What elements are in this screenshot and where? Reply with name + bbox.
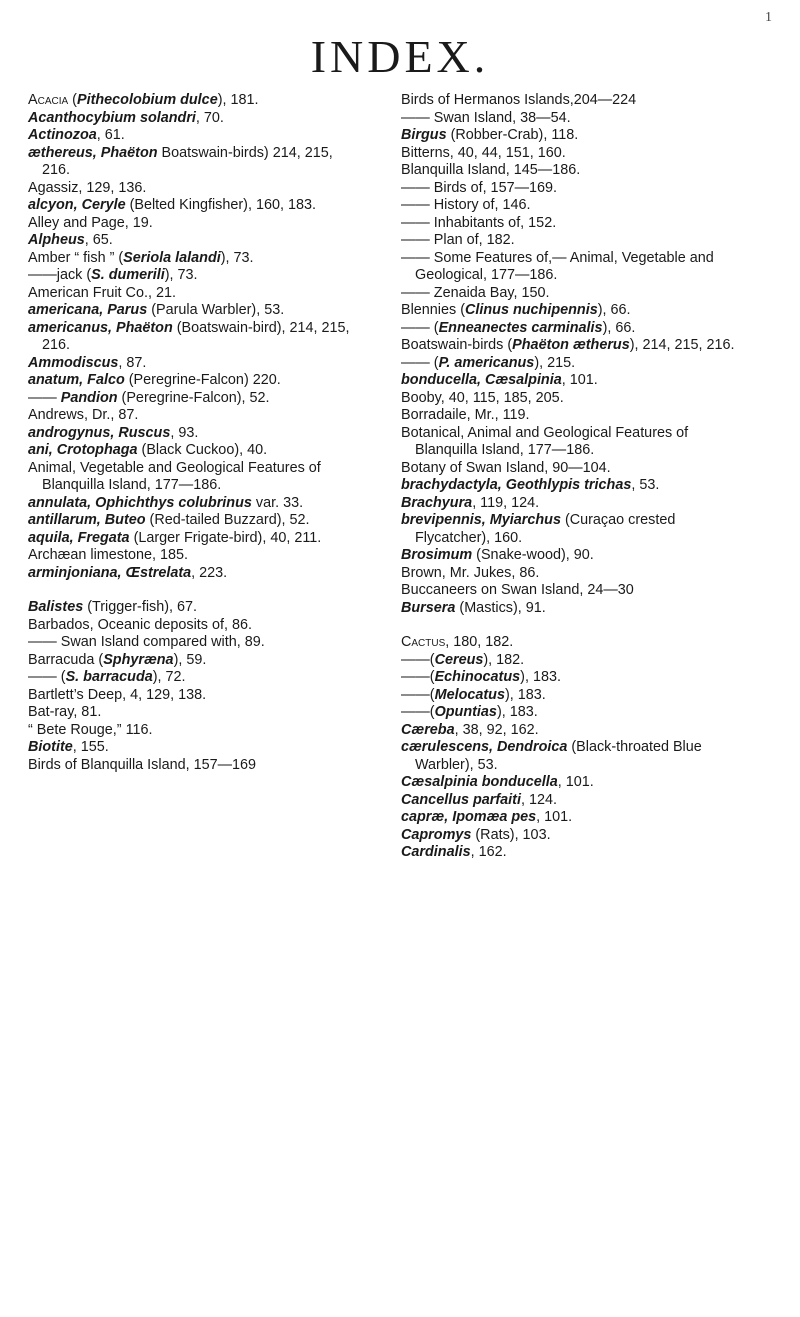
index-entry	[401, 669, 737, 687]
index-entry	[28, 390, 364, 408]
entry-text: , 124.	[520, 791, 557, 808]
index-entry	[28, 180, 364, 198]
entry-text: (Peregrine-Falcon) 220.	[124, 372, 281, 388]
entry-text: (Belted Kingfisher), 160, 183.	[125, 197, 316, 213]
section-gap	[28, 582, 364, 599]
entry-text: ), 183.	[504, 686, 546, 703]
entry-italic-text: Alpheus	[28, 232, 85, 248]
index-entry	[28, 250, 364, 268]
entry-text: (Black Cuckoo), 40.	[137, 442, 268, 458]
entry-text: , 87.	[118, 354, 147, 371]
entry-italic-text: Enneanectes carminalis	[438, 319, 603, 336]
index-entry	[401, 739, 737, 774]
index-entry	[28, 232, 364, 250]
index-entry	[401, 355, 737, 373]
entry-text: Barracuda (	[28, 651, 104, 668]
index-entry	[28, 757, 364, 775]
index-entry	[401, 600, 737, 618]
entry-italic-text: Cereus	[434, 651, 484, 668]
entry-text: ——	[28, 389, 61, 406]
entry-text: ——(	[401, 686, 435, 703]
entry-italic-text: Cancellus parfaiti	[401, 791, 521, 808]
entry-text: —— Some Features of,— Animal, Vegetable and Geological, 177—186.	[401, 249, 714, 283]
entry-italic-text: Sphyræna	[103, 651, 174, 668]
entry-italic-text: Cardinalis	[401, 844, 471, 860]
entry-italic-text: capræ, Ipomæa pes	[401, 809, 537, 825]
entry-text: Bartlett’s Deep, 4, 129, 138.	[28, 686, 207, 703]
index-entry	[28, 267, 364, 285]
entry-text: (Peregrine-Falcon), 52.	[117, 389, 270, 406]
entry-italic-text: S. barracuda	[65, 669, 153, 685]
index-entry	[28, 565, 364, 583]
entry-text: ), 181.	[217, 92, 259, 108]
entry-text: Alley and Page, 19.	[28, 214, 153, 231]
entry-italic-text: brachydactyla, Geothlypis trichas	[401, 477, 632, 493]
entry-italic-text: ani, Crotophaga	[28, 442, 138, 458]
index-entry	[401, 390, 737, 408]
index-entry	[28, 92, 364, 110]
index-entry	[401, 512, 737, 547]
entry-text: “ Bete Rouge,” 116.	[28, 721, 153, 738]
index-entry	[28, 599, 364, 617]
index-entry	[28, 687, 364, 705]
index-entry	[401, 180, 737, 198]
entry-text: ), 72.	[152, 669, 186, 685]
entry-text: , 101.	[561, 372, 598, 388]
entry-italic-text: Actinozoa	[28, 127, 97, 143]
entry-text: (Robber-Crab), 118.	[446, 127, 579, 143]
entry-text: ), 59.	[173, 651, 207, 668]
index-entry	[401, 652, 737, 670]
entry-text: —— Plan of, 182.	[401, 232, 515, 248]
entry-italic-text: Pandion	[60, 389, 118, 406]
entry-text: Birds of Blanquilla Island, 157—169	[28, 756, 256, 773]
index-entry	[401, 460, 737, 478]
index-entry	[28, 495, 364, 513]
index-entry	[28, 302, 364, 320]
entry-text: (Black-throated Blue Warbler), 53.	[415, 739, 702, 773]
index-entry	[401, 372, 737, 390]
entry-text: —— Swan Island, 38—54.	[401, 109, 571, 126]
entry-text: Blennies (	[401, 302, 465, 318]
entry-text: (Red-tailed Buzzard), 52.	[145, 512, 310, 528]
index-entry	[401, 197, 737, 215]
index-entry	[401, 809, 737, 827]
entry-text: , 70.	[195, 109, 224, 126]
index-entry	[401, 634, 737, 652]
entry-italic-text: Seriola lalandi	[123, 249, 221, 266]
entry-italic-text: S. dumerili	[91, 267, 165, 283]
page-number: 1	[765, 10, 772, 25]
entry-italic-text: androgynus, Ruscus	[28, 424, 171, 441]
index-entry	[28, 669, 364, 687]
entry-italic-text: cærulescens, Dendroica	[401, 739, 568, 755]
index-entry	[28, 407, 364, 425]
entry-text: Bat-ray, 81.	[28, 704, 102, 720]
entry-italic-text: Acanthocybium solandri	[28, 109, 196, 126]
entry-italic-text: alcyon, Ceryle	[28, 197, 126, 213]
entry-italic-text: æthereus, Phaëton	[28, 144, 158, 161]
index-entry	[401, 232, 737, 250]
entry-text: Andrews, Dr., 87.	[28, 407, 139, 423]
entry-italic-text: anatum, Falco	[28, 372, 125, 388]
index-entry	[401, 145, 737, 163]
entry-italic-text: Brosimum	[401, 547, 473, 563]
index-entry	[401, 162, 737, 180]
page-title: INDEX.	[310, 31, 490, 82]
index-entry	[401, 215, 737, 233]
entry-text: Brown, Mr. Jukes, 86.	[401, 564, 540, 581]
index-entry	[28, 145, 364, 180]
entry-italic-text: Birgus	[401, 127, 447, 143]
entry-italic-text: annulata, Ophichthys colubrinus	[28, 494, 252, 511]
entry-text: Borradaile, Mr., 119.	[401, 407, 530, 423]
index-entry	[401, 704, 737, 722]
index-entry	[401, 127, 737, 145]
index-entry	[28, 530, 364, 548]
entry-italic-text: P. americanus	[438, 354, 535, 371]
entry-italic-text: Cæsalpinia bonducella	[401, 774, 558, 790]
entry-text: Blanquilla Island, 145—186.	[401, 162, 581, 178]
index-entry	[28, 617, 364, 635]
index-entry	[28, 722, 364, 740]
entry-text: (	[72, 92, 77, 108]
entry-text: Archæan limestone, 185.	[28, 547, 188, 563]
entry-text: ), 66.	[602, 319, 636, 336]
index-entry	[401, 547, 737, 565]
entry-text: American Fruit Co., 21.	[28, 284, 176, 301]
entry-text: , 93.	[170, 424, 199, 441]
entry-heading-text: Cactus,	[401, 634, 454, 650]
entry-italic-text: Biotite	[28, 739, 73, 755]
entry-text: ——(	[401, 669, 435, 685]
entry-text: ——jack (	[28, 267, 92, 283]
entry-text: (Curaçao crested Flycatcher), 160.	[415, 512, 676, 546]
index-entry	[401, 407, 737, 425]
index-entry	[28, 547, 364, 565]
entry-text: Barbados, Oceanic deposits of, 86.	[28, 616, 252, 633]
entry-text: —— Swan Island compared with, 89.	[28, 634, 265, 650]
index-entry	[401, 302, 737, 320]
entry-text: —— (	[401, 319, 439, 336]
index-column-left	[28, 92, 364, 774]
entry-text: (Snake-wood), 90.	[472, 547, 594, 563]
entry-text: , 101.	[557, 774, 594, 790]
entry-italic-text: americanus, Phaëton	[28, 319, 173, 336]
entry-text: (Larger Frigate-bird), 40, 211.	[129, 529, 322, 546]
entry-text: ), 214, 215, 216.	[629, 337, 735, 353]
index-entry	[401, 687, 737, 705]
entry-italic-text: Brachyura	[401, 494, 473, 511]
entry-italic-text: Phaëton ætherus	[512, 337, 630, 353]
index-entry	[28, 704, 364, 722]
entry-text: Birds of Hermanos Islands,204—224	[401, 92, 637, 108]
entry-text: ), 182.	[483, 651, 525, 668]
index-entry	[401, 320, 737, 338]
entry-text: Amber “ fish ” (	[28, 249, 124, 266]
entry-text: Animal, Vegetable and Geological Features of Blanquilla Island, 177—186.	[28, 459, 321, 493]
entry-text: , 162.	[470, 844, 507, 860]
entry-text: (Rats), 103.	[471, 826, 551, 843]
entry-italic-text: Bursera	[401, 599, 456, 616]
entry-text: , 155.	[72, 739, 109, 755]
index-entry	[401, 565, 737, 583]
entry-italic-text: Cæreba	[401, 721, 455, 738]
index-entry	[401, 722, 737, 740]
entry-text: , 119, 124.	[472, 494, 540, 511]
entry-text: Buccaneers on Swan Island, 24—30	[401, 582, 634, 598]
entry-text: (Parula Warbler), 53.	[147, 302, 285, 318]
index-entry	[401, 844, 737, 862]
entry-italic-text: Echinocatus	[434, 669, 521, 685]
entry-text: , 223.	[191, 564, 228, 581]
index-entry	[28, 355, 364, 373]
index-entry	[28, 215, 364, 233]
entry-text: Botany of Swan Island, 90—104.	[401, 459, 611, 476]
entry-italic-text: Melocatus	[434, 686, 505, 703]
index-entry	[28, 739, 364, 757]
index-entry	[401, 250, 737, 285]
entry-italic-text: Opuntias	[434, 704, 497, 720]
entry-text: —— (	[28, 669, 66, 685]
index-entry	[28, 425, 364, 443]
index-entry	[28, 285, 364, 303]
entry-italic-text: aquila, Fregata	[28, 529, 130, 546]
index-entry	[401, 477, 737, 495]
entry-italic-text: Clinus nuchipennis	[465, 302, 598, 318]
index-entry	[401, 285, 737, 303]
index-entry	[401, 582, 737, 600]
entry-text: , 61.	[96, 127, 125, 143]
entry-text: —— Inhabitants of, 152.	[401, 214, 557, 231]
entry-text: (Mastics), 91.	[455, 599, 546, 616]
index-entry	[401, 774, 737, 792]
entry-text: —— (	[401, 354, 439, 371]
index-entry	[401, 92, 737, 110]
index-entry	[28, 320, 364, 355]
entry-text: ——(	[401, 651, 435, 668]
index-column-right	[401, 92, 737, 862]
index-entry	[28, 512, 364, 530]
entry-text: —— Birds of, 157—169.	[401, 179, 557, 196]
index-entry	[28, 110, 364, 128]
index-entry	[28, 372, 364, 390]
index-entry	[28, 634, 364, 652]
entry-text: ), 215.	[534, 354, 576, 371]
index-entry	[401, 792, 737, 810]
entry-italic-text: bonducella, Cæsalpinia	[401, 372, 562, 388]
entry-text: Booby, 40, 115, 185, 205.	[401, 389, 564, 406]
entry-italic-text: antillarum, Buteo	[28, 512, 146, 528]
entry-italic-text: Balistes	[28, 599, 84, 615]
entry-text: (Trigger-fish), 67.	[83, 599, 198, 615]
index-entry	[401, 337, 737, 355]
entry-italic-text: americana, Parus	[28, 302, 148, 318]
entry-italic-text: Ammodiscus	[28, 354, 119, 371]
entry-text: ), 183.	[520, 669, 561, 685]
entry-italic-text: Capromys	[401, 826, 472, 843]
entry-text: , 38, 92, 162.	[454, 721, 539, 738]
entry-text: Agassiz, 129, 136.	[28, 179, 147, 196]
entry-text: Boatswain-birds (	[401, 337, 513, 353]
index-entry	[401, 827, 737, 845]
entry-text: Boatswain-birds) 214, 215, 216.	[42, 144, 333, 178]
entry-text: , 101.	[536, 809, 573, 825]
index-entry	[28, 127, 364, 145]
entry-text: 180, 182.	[453, 634, 514, 650]
index-entry	[401, 495, 737, 513]
entry-heading-text: Acacia	[28, 92, 73, 108]
entry-text: , 65.	[84, 232, 113, 248]
entry-text: ), 66.	[597, 302, 631, 318]
entry-text: Botanical, Animal and Geological Features of Blanquilla Island, 177—186.	[401, 424, 689, 458]
index-entry	[28, 652, 364, 670]
entry-text: —— Zenaida Bay, 150.	[401, 284, 550, 301]
index-entry	[401, 425, 737, 460]
index-entry	[28, 460, 364, 495]
entry-text: var. 33.	[251, 494, 304, 511]
entry-text: ), 73.	[220, 249, 254, 266]
entry-text: ——(	[401, 704, 435, 720]
entry-italic-text: brevipennis, Myiarchus	[401, 512, 561, 528]
entry-text: ), 73.	[164, 267, 198, 283]
entry-italic-text: Pithecolobium dulce	[76, 92, 218, 108]
entry-text: , 53.	[631, 477, 660, 493]
entry-text: (Boatswain-bird), 214, 215, 216.	[42, 319, 350, 353]
entry-text: Bitterns, 40, 44, 151, 160.	[401, 144, 566, 161]
entry-italic-text: arminjoniana, Œstrelata	[28, 564, 192, 581]
index-entry	[401, 110, 737, 128]
entry-text: ), 183.	[496, 704, 538, 720]
entry-text: —— History of, 146.	[401, 197, 531, 213]
index-entry	[28, 197, 364, 215]
section-gap	[401, 617, 737, 634]
index-entry	[28, 442, 364, 460]
